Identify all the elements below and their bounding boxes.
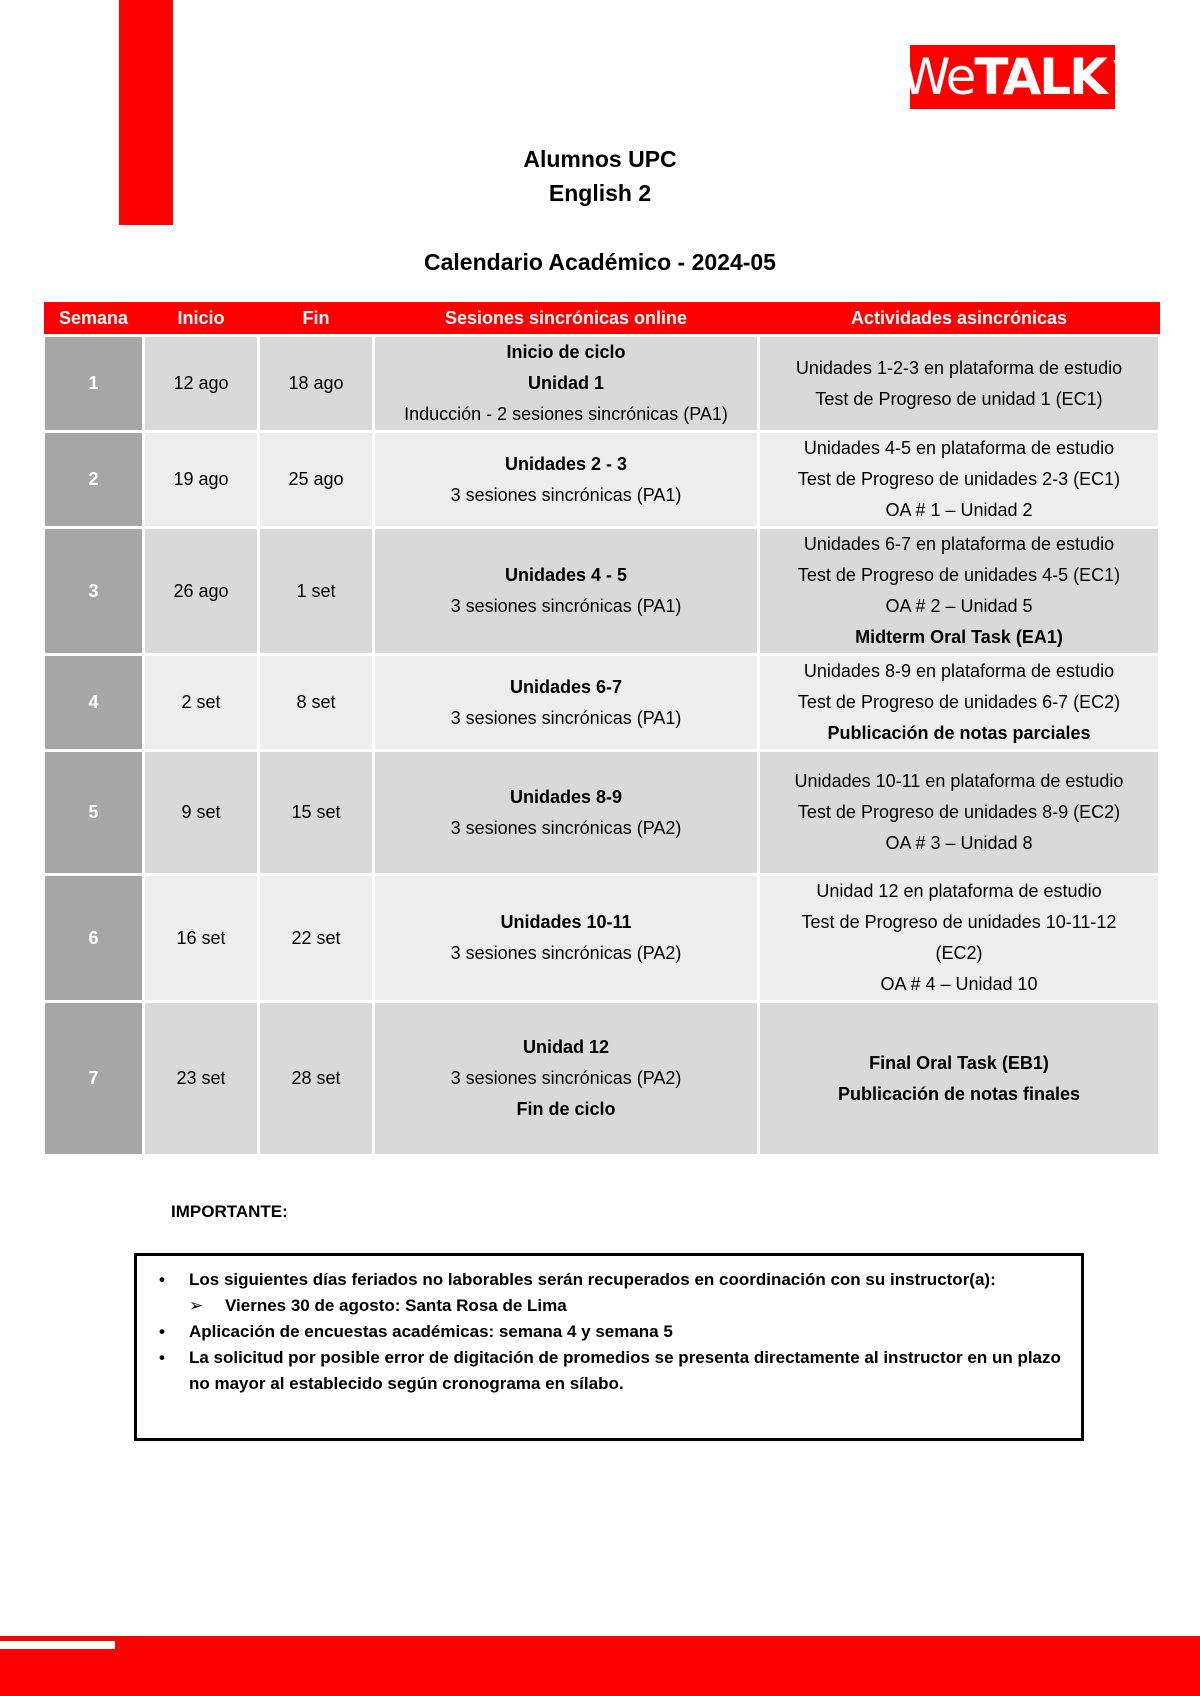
cell-line: Unidades 8-9 <box>509 786 623 807</box>
cell-line: Unidades 6-7 <box>509 676 623 697</box>
table-row <box>44 751 1160 875</box>
bullet-icon: • <box>159 1322 165 1341</box>
logo-talk: TALK <box>974 48 1106 106</box>
cell-line: 3 sesiones sincrónicas (PA2) <box>450 943 682 963</box>
col-header-inicio: Inicio <box>144 302 259 336</box>
cell-line: Fin de ciclo <box>516 1099 616 1119</box>
wetalk-logo <box>901 45 1124 109</box>
cell-inicio: 16 set <box>144 875 259 1002</box>
cell-line: Publicación de notas parciales <box>827 723 1091 743</box>
cell-semana: 1 <box>44 336 144 432</box>
cell-fin: 18 ago <box>259 336 374 432</box>
cell-line: Unidades 4-5 en plataforma de estudio <box>803 438 1115 458</box>
table-header-row <box>44 302 1160 336</box>
cell-line: OA # 1 – Unidad 2 <box>885 500 1033 520</box>
cell-sesiones <box>374 655 759 751</box>
cell-inicio: 9 set <box>144 751 259 875</box>
table-row <box>44 875 1160 1002</box>
cell-sesiones <box>374 528 759 655</box>
arrow-bullet-icon: ➢ <box>189 1296 204 1315</box>
note-text: La solicitud por posible error de digitación de promedios se presenta directamente al instructor en un plazo no mayor al establecido según cronograma en sílabo. <box>189 1348 1061 1393</box>
col-header-semana: Semana <box>44 302 144 336</box>
cell-fin: 25 ago <box>259 432 374 528</box>
note-text: Los siguientes días feriados no laborables serán recuperados en coordinación con su instructor(a): <box>189 1270 996 1289</box>
cell-inicio: 19 ago <box>144 432 259 528</box>
cell-semana: 2 <box>44 432 144 528</box>
cell-line: Midterm Oral Task (EA1) <box>855 627 1063 647</box>
footer-white-stripe <box>0 1641 115 1649</box>
cell-line: (EC2) <box>935 943 983 963</box>
note-text: Viernes 30 de agosto: Santa Rosa de Lima <box>225 1296 567 1315</box>
page-title: Calendario Académico - 2024-05 <box>424 249 776 275</box>
cell-line: OA # 3 – Unidad 8 <box>885 833 1033 853</box>
col-header-sesiones: Sesiones sincrónicas online <box>374 302 759 336</box>
cell-line: Unidades 10-11 <box>500 912 632 932</box>
cell-semana: 6 <box>44 875 144 1002</box>
cell-line: Unidad 1 <box>527 373 604 393</box>
cell-line: 3 sesiones sincrónicas (PA2) <box>450 1068 682 1088</box>
table-row <box>44 1002 1160 1156</box>
cell-line: Test de Progreso de unidades 6-7 (EC2) <box>797 692 1121 712</box>
cell-fin: 22 set <box>259 875 374 1002</box>
cell-line: 3 sesiones sincrónicas (PA1) <box>450 484 682 505</box>
important-label: IMPORTANTE: <box>171 1202 288 1221</box>
cell-line: Inducción - 2 sesiones sincrónicas (PA1) <box>404 404 728 424</box>
cell-line: Unidad 12 <box>522 1037 610 1057</box>
table-row <box>44 336 1160 432</box>
cell-semana: 7 <box>44 1002 144 1156</box>
cell-line: Test de Progreso de unidad 1 (EC1) <box>815 388 1103 409</box>
cell-inicio: 2 set <box>144 655 259 751</box>
note-item <box>137 1319 1081 1345</box>
cell-actividades <box>759 528 1160 655</box>
cell-line: 3 sesiones sincrónicas (PA1) <box>450 596 682 616</box>
cell-line: 3 sesiones sincrónicas (PA2) <box>450 817 682 838</box>
cell-line: Unidades 1-2-3 en plataforma de estudio <box>795 357 1123 378</box>
table-row <box>44 432 1160 528</box>
cell-sesiones <box>374 432 759 528</box>
bullet-icon: • <box>159 1348 165 1367</box>
note-subitem <box>137 1293 1081 1319</box>
cell-actividades <box>759 1002 1160 1156</box>
cell-sesiones <box>374 336 759 432</box>
cell-line: OA # 2 – Unidad 5 <box>885 596 1033 616</box>
cell-actividades <box>759 875 1160 1002</box>
important-box <box>134 1253 1084 1441</box>
table-row <box>44 528 1160 655</box>
note-item <box>137 1267 1081 1293</box>
upc-flame-icon: ᵛ <box>1111 51 1124 85</box>
cell-line: Test de Progreso de unidades 4-5 (EC1) <box>797 565 1121 585</box>
note-item <box>137 1345 1081 1397</box>
col-header-fin: Fin <box>259 302 374 336</box>
cell-line: Test de Progreso de unidades 10-11-12 <box>801 912 1117 932</box>
cell-sesiones <box>374 875 759 1002</box>
cell-fin: 1 set <box>259 528 374 655</box>
cell-line: 3 sesiones sincrónicas (PA1) <box>450 707 682 728</box>
cell-actividades <box>759 655 1160 751</box>
header-line-1: Alumnos UPC <box>523 146 677 172</box>
cell-line: Publicación de notas finales <box>837 1083 1081 1104</box>
cell-line: Test de Progreso de unidades 2-3 (EC1) <box>797 469 1121 489</box>
cell-sesiones <box>374 1002 759 1156</box>
cell-inicio: 12 ago <box>144 336 259 432</box>
cell-semana: 4 <box>44 655 144 751</box>
cell-fin: 15 set <box>259 751 374 875</box>
cell-line: Unidades 2 - 3 <box>504 453 628 474</box>
cell-line: Inicio de ciclo <box>506 342 626 362</box>
cell-line: Final Oral Task (EB1) <box>869 1052 1049 1073</box>
cell-sesiones <box>374 751 759 875</box>
cell-actividades <box>759 751 1160 875</box>
calendar-table <box>42 302 1161 1157</box>
cell-inicio: 26 ago <box>144 528 259 655</box>
col-header-actividades: Actividades asincrónicas <box>759 302 1160 336</box>
header-line-2: English 2 <box>548 180 652 206</box>
cell-line: Unidad 12 en plataforma de estudio <box>816 881 1102 901</box>
cell-line: Unidades 10-11 en plataforma de estudio <box>794 771 1124 791</box>
cell-line: Unidades 8-9 en plataforma de estudio <box>803 661 1115 681</box>
logo-we: We <box>901 48 975 106</box>
cell-inicio: 23 set <box>144 1002 259 1156</box>
cell-actividades <box>759 432 1160 528</box>
cell-line: Test de Progreso de unidades 8-9 (EC2) <box>797 802 1121 822</box>
cell-fin: 28 set <box>259 1002 374 1156</box>
cell-line: OA # 4 – Unidad 10 <box>880 974 1038 994</box>
cell-fin: 8 set <box>259 655 374 751</box>
footer-red-bar <box>0 1636 1200 1696</box>
cell-line: Unidades 6-7 en plataforma de estudio <box>803 534 1115 554</box>
cell-semana: 3 <box>44 528 144 655</box>
cell-line: Unidades 4 - 5 <box>504 565 628 585</box>
bullet-icon: • <box>159 1270 165 1289</box>
cell-semana: 5 <box>44 751 144 875</box>
table-row <box>44 655 1160 751</box>
cell-actividades <box>759 336 1160 432</box>
note-text: Aplicación de encuestas académicas: semana 4 y semana 5 <box>189 1322 673 1341</box>
